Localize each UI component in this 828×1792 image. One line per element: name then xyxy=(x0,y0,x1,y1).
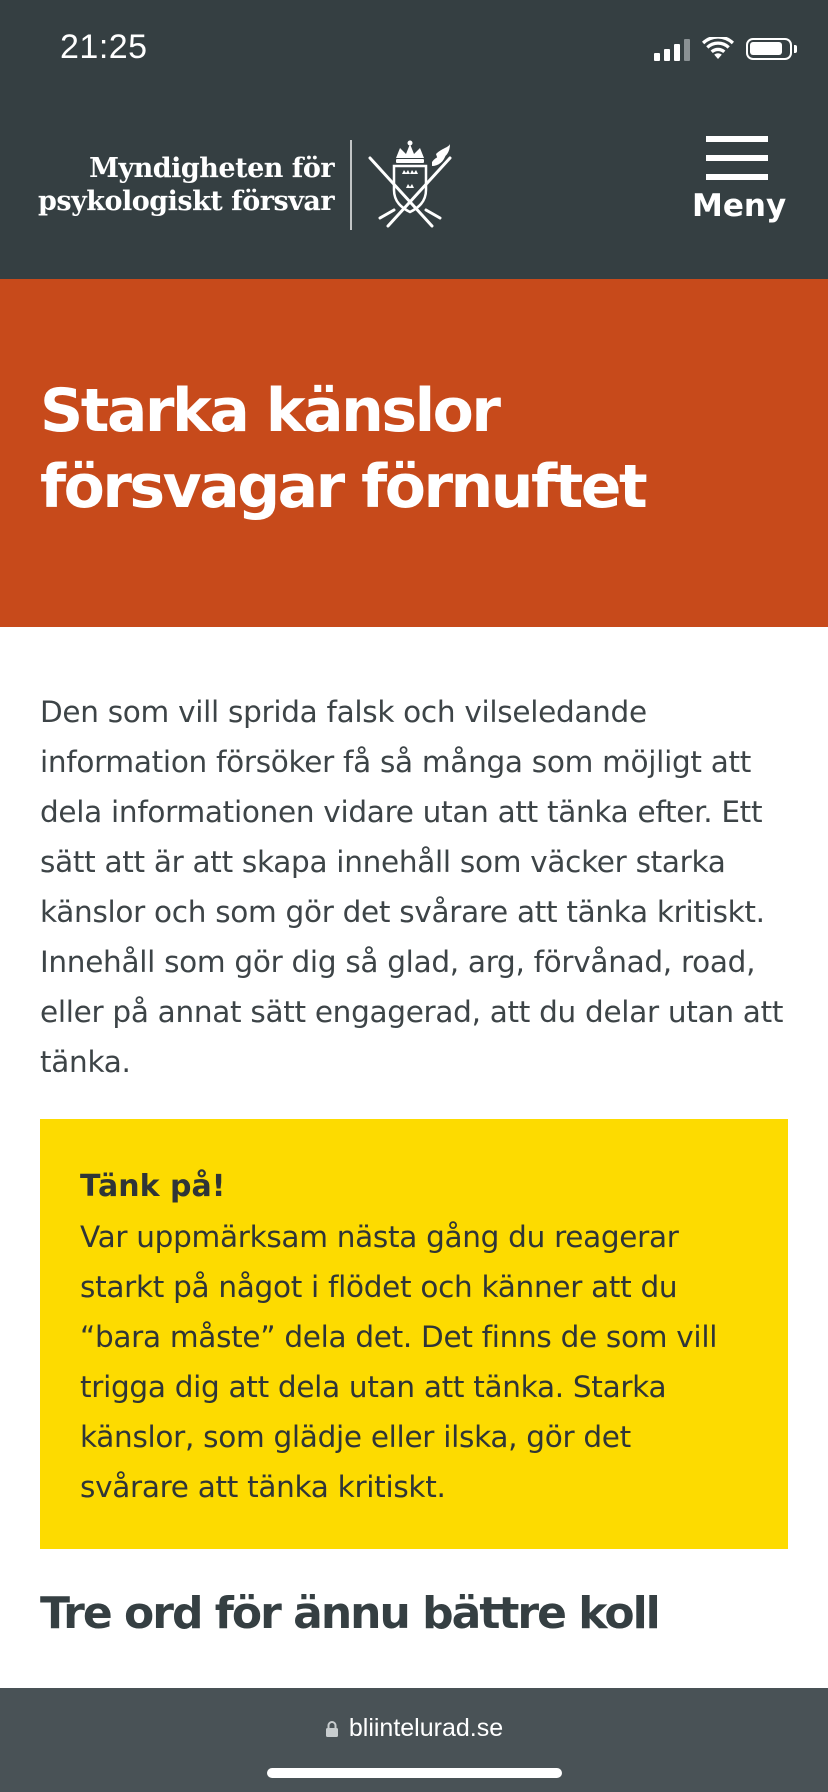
tip-title: Tänk på! xyxy=(80,1169,226,1204)
tip-box xyxy=(40,1119,788,1549)
url-display[interactable] xyxy=(0,1714,828,1743)
hero-banner xyxy=(0,279,828,627)
browser-url-bar[interactable] xyxy=(0,1688,828,1792)
logo-line-2: psykologiskt försvar xyxy=(38,186,335,217)
intro-paragraph: Den som vill sprida falsk och vilseledande information försöker få så många som möjligt att dela informationen vidare utan att tänka efter. Ett sätt att är att skapa innehåll som väcker starka känslor och som gör det svårare att tänka kritiskt. Innehåll som gör dig så glad, arg, förvånad, road, eller på annat sätt engagerad, att du delar utan att tänka. xyxy=(40,695,784,1079)
url-text: bliintelurad.se xyxy=(348,1714,504,1742)
wifi-icon xyxy=(702,37,734,61)
battery-icon xyxy=(746,38,792,60)
status-icons xyxy=(654,34,792,64)
home-indicator[interactable] xyxy=(267,1768,562,1778)
site-header xyxy=(0,0,828,279)
section-heading: Tre ord för ännu bättre koll xyxy=(40,1588,659,1639)
menu-button[interactable] xyxy=(692,136,787,224)
tip-body: Var uppmärksam nästa gång du reagerar starkt på något i flödet och känner att du “bara måste” dela det. Det finns de som vill trigga dig att dela utan att tänka. Starka känslor, som glädje eller ilska, gör det svårare att tänka kritiskt. xyxy=(80,1220,718,1504)
logo-text xyxy=(38,152,334,218)
lock-icon xyxy=(325,1721,339,1737)
hamburger-icon xyxy=(706,136,768,180)
coat-of-arms-emblem xyxy=(366,140,454,230)
logo-line-1: Myndigheten för xyxy=(89,153,335,184)
status-time: 21:25 xyxy=(60,28,148,66)
menu-label: Meny xyxy=(692,188,787,224)
logo-divider xyxy=(350,140,352,230)
page-title: Starka känslor försvagar förnuftet xyxy=(40,376,646,522)
cellular-signal-icon xyxy=(654,37,690,61)
agency-logo[interactable] xyxy=(38,140,454,230)
